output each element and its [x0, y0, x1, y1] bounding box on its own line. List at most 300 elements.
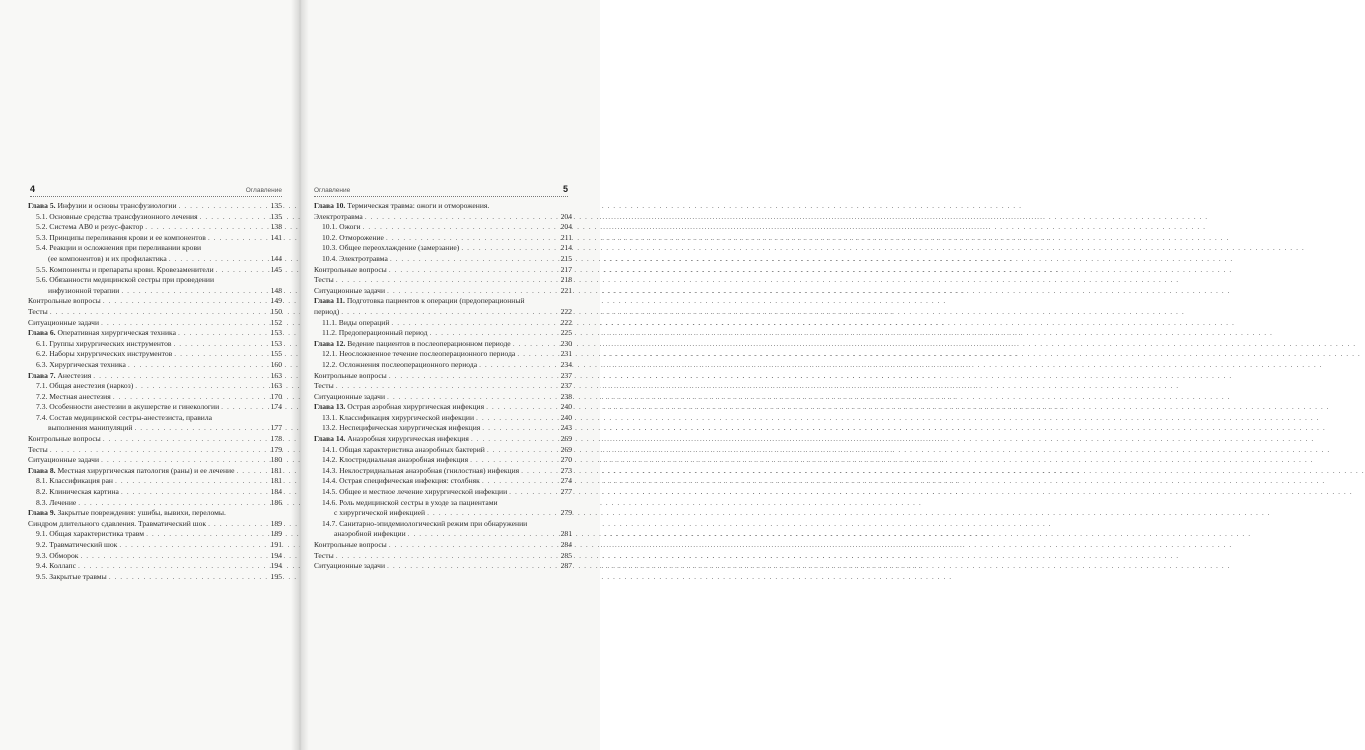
toc-entry — [314, 371, 572, 382]
toc-entry-title — [322, 222, 361, 233]
toc-entry-title — [36, 265, 214, 276]
toc-entry-title — [36, 233, 206, 244]
toc-entry — [28, 275, 282, 296]
dot-leader — [336, 275, 556, 286]
toc-entry-row — [36, 551, 282, 562]
toc-entry-text: 9.1. Общая характеристика травм — [36, 529, 145, 539]
chapter-label: Глава 8. — [28, 465, 56, 475]
toc-entry-title — [28, 466, 234, 477]
toc-entry-row — [322, 498, 572, 509]
toc-entry-title — [28, 371, 91, 382]
toc-entry-title — [36, 529, 144, 540]
toc-entry-row — [314, 212, 572, 223]
toc-entry-continuation: выполнения манипуляций — [48, 423, 133, 433]
dot-leader — [471, 434, 556, 445]
dot-leader — [178, 328, 266, 339]
toc-page-number: 155 — [270, 349, 282, 359]
toc-page-number: 135 — [270, 211, 282, 221]
toc-page-number: 163 — [270, 381, 282, 391]
toc-entry — [28, 434, 282, 445]
toc-entry-title — [322, 498, 498, 509]
dot-leader — [121, 487, 266, 498]
toc-entry-title — [322, 519, 527, 530]
toc-entry — [314, 392, 572, 403]
toc-entry — [314, 413, 572, 424]
toc-entry-row — [322, 222, 572, 233]
dot-leader — [389, 371, 556, 382]
toc-page-number: 138 — [270, 222, 282, 232]
toc-entry — [28, 349, 282, 360]
toc-entry-text: 8.1. Классификация ран — [36, 476, 113, 486]
toc-entry-row — [28, 466, 282, 477]
toc-entry-text: 14.5. Общее и местное лечение хирургической инфекции — [322, 487, 508, 497]
dot-leader — [482, 476, 556, 487]
toc-page-number: 211 — [560, 232, 572, 242]
toc-entry-text: 10.4. Электротравма — [322, 253, 388, 263]
toc-entry-text: Тесты — [314, 381, 334, 391]
toc-entry-row — [322, 445, 572, 456]
toc-entry-row — [314, 381, 572, 392]
toc-entry-text: 7.1. Общая анестезия (наркоз) — [36, 381, 134, 391]
toc-entry-row — [322, 254, 572, 265]
toc-entry — [314, 328, 572, 339]
toc-entry-text: 10.2. Отморожение — [322, 232, 384, 242]
toc-entry-title — [36, 212, 198, 223]
toc-entry-row — [28, 307, 282, 318]
toc-page-number: 214 — [560, 243, 572, 253]
toc-entry-title — [36, 243, 201, 254]
toc-entry — [314, 498, 572, 519]
toc-entry-row — [314, 275, 572, 286]
toc-entry-row — [36, 222, 282, 233]
toc-entry-continuation-row — [36, 423, 282, 434]
toc-entry-text: Ситуационные задачи — [314, 285, 386, 295]
dot-leader — [336, 381, 556, 392]
toc-entry-row — [314, 339, 572, 350]
toc-page-number: 174 — [270, 402, 282, 412]
toc-page-number: 215 — [560, 253, 572, 263]
toc-entry-continuation-row — [322, 508, 572, 519]
dot-leader — [517, 349, 556, 360]
toc-entry — [314, 466, 572, 477]
toc-page-number: 204 — [560, 222, 572, 232]
toc-entry — [28, 572, 282, 583]
toc-entry — [28, 476, 282, 487]
toc-entry-title — [28, 328, 176, 339]
toc-page-number: 273 — [560, 465, 572, 475]
toc-entry-continuation-row — [314, 307, 572, 318]
toc-entry-text: Тесты — [28, 306, 48, 316]
toc-entry-text: 6.1. Группы хирургических инструментов — [36, 338, 172, 348]
chapter-label: Глава 6. — [28, 328, 56, 338]
toc-entry-text: 12.2. Осложнения послеоперационного периода — [322, 359, 478, 369]
toc-entry-title — [322, 254, 388, 265]
toc-entry-row — [36, 402, 282, 413]
toc-entry-row — [314, 296, 572, 307]
toc-entry-text: 7.2. Местная анестезия — [36, 391, 111, 401]
dot-leader — [387, 561, 556, 572]
toc-entry-text: Оперативная хирургическая техника — [57, 328, 176, 338]
toc-page-number: 189 — [270, 518, 282, 528]
toc-page-number: 195 — [270, 571, 282, 581]
toc-entry — [28, 243, 282, 264]
dot-leader — [476, 413, 556, 424]
toc-page-number: 240 — [560, 412, 572, 422]
chapter-label: Глава 10. — [314, 201, 346, 210]
dot-leader — [521, 466, 556, 477]
toc-entry-title — [36, 561, 76, 572]
toc-page-number: 269 — [560, 444, 572, 454]
toc-entry-title — [314, 371, 387, 382]
dot-leader — [391, 318, 556, 329]
toc-entry — [314, 476, 572, 487]
toc-entry-title — [314, 551, 334, 562]
toc-page-number: 141 — [270, 232, 282, 242]
dot-leader — [128, 360, 266, 371]
toc-entry-text: 10.1. Ожоги — [322, 222, 361, 232]
toc-entry-row — [314, 551, 572, 562]
toc-page-number: 222 — [560, 317, 572, 327]
toc-entry-text: Инфузии и основы трансфузиологии — [57, 201, 177, 210]
dot-leader — [78, 498, 266, 509]
toc-page-number: 152 — [270, 317, 282, 327]
toc-entry — [314, 445, 572, 456]
toc-entry-text: Тесты — [314, 275, 334, 285]
toc-entry-row — [36, 498, 282, 509]
toc-entry-text: 9.3. Обморок — [36, 550, 79, 560]
toc-entry-text: 9.5. Закрытые травмы — [36, 571, 107, 581]
toc-entry-text: 5.2. Система АВ0 и резус-фактор — [36, 222, 144, 232]
dot-leader — [513, 339, 556, 350]
toc-entry-row — [28, 434, 282, 445]
left-toc — [28, 201, 282, 582]
toc-entry-text: 7.3. Особенности анестезии в акушерстве и гинекологии — [36, 402, 220, 412]
dot-leader — [115, 476, 266, 487]
toc-entry-row — [28, 201, 282, 212]
toc-entry-row — [36, 413, 282, 424]
toc-entry — [314, 201, 572, 212]
toc-entry-title — [28, 296, 101, 307]
toc-entry-text: Ведение пациентов в послеоперационном периоде — [347, 338, 511, 348]
toc-entry-title — [314, 392, 385, 403]
toc-entry — [314, 222, 572, 233]
toc-entry — [314, 487, 572, 498]
toc-page-number: 218 — [560, 275, 572, 285]
toc-entry-row — [322, 455, 572, 466]
dot-leader — [216, 265, 266, 276]
toc-entry — [28, 445, 282, 456]
toc-entry-text: 5.3. Принципы переливания крови и ее компонентов — [36, 232, 206, 242]
dot-leader — [146, 529, 266, 540]
toc-entry-title — [322, 349, 515, 360]
book-gutter — [291, 0, 309, 750]
toc-entry-row — [36, 392, 282, 403]
dot-leader — [80, 551, 266, 562]
toc-entry-text: Закрытые повреждения: ушибы, вывихи, переломы. — [57, 508, 226, 518]
toc-entry-text: 13.2. Неспецифическая хирургическая инфекция — [322, 423, 481, 433]
toc-entry-title — [314, 402, 484, 413]
toc-entry — [314, 455, 572, 466]
toc-entry-row — [28, 318, 282, 329]
toc-page-number: 285 — [560, 550, 572, 560]
toc-entry-title — [36, 392, 111, 403]
toc-entry-continuation-row — [36, 254, 282, 265]
toc-entry-text: Подготовка пациентов к операции (предоперационный — [346, 296, 525, 306]
toc-entry-row — [36, 243, 282, 254]
toc-page-number: 153 — [270, 328, 282, 338]
toc-entry-row — [314, 371, 572, 382]
toc-entry — [28, 222, 282, 233]
chapter-label: Глава 12. — [314, 338, 346, 348]
right-page-header — [314, 182, 568, 197]
chapter-label: Глава 11. — [314, 296, 345, 306]
toc-entry-row — [322, 423, 572, 434]
toc-entry-row — [314, 265, 572, 276]
toc-page-number: 194 — [270, 550, 282, 560]
toc-entry-text: Контрольные вопросы — [314, 370, 387, 380]
chapter-label: Глава 5. — [28, 201, 56, 210]
toc-page-number: 149 — [270, 296, 282, 306]
left-page-number: 4 — [30, 184, 36, 194]
dot-leader — [389, 265, 556, 276]
toc-entry-title — [322, 423, 480, 434]
toc-page-number: 186 — [270, 497, 282, 507]
toc-page-number: 234 — [560, 359, 572, 369]
toc-entry-row — [322, 476, 572, 487]
toc-entry-text: Тесты — [28, 444, 48, 454]
toc-entry — [314, 360, 572, 371]
toc-page-number: 225 — [560, 328, 572, 338]
toc-entry — [28, 455, 282, 466]
left-page-header — [30, 182, 282, 197]
toc-page-number: 281 — [560, 529, 572, 539]
toc-entry-title — [322, 243, 459, 254]
toc-entry-text: Контрольные вопросы — [314, 264, 387, 274]
toc-page-number: 231 — [560, 349, 572, 359]
toc-page-number: 153 — [270, 338, 282, 348]
toc-entry — [314, 275, 572, 286]
toc-entry — [28, 296, 282, 307]
toc-entry-title — [322, 233, 384, 244]
toc-entry-title — [314, 286, 385, 297]
toc-entry-title — [314, 265, 387, 276]
toc-entry — [28, 551, 282, 562]
toc-entry-row — [28, 328, 282, 339]
toc-entry — [28, 381, 282, 392]
dot-leader — [200, 212, 266, 223]
dot-leader — [134, 423, 266, 434]
toc-entry-text: 5.5. Компоненты и препараты крови. Кровезаменители — [36, 264, 214, 274]
toc-entry-row — [322, 328, 572, 339]
toc-entry-title — [36, 540, 117, 551]
toc-entry-text: 5.4. Реакции и осложнения при переливании крови — [36, 243, 202, 253]
toc-entry-row — [36, 540, 282, 551]
toc-entry-title — [36, 551, 78, 562]
toc-page-number: 287 — [560, 561, 572, 571]
dot-leader — [101, 318, 266, 329]
toc-entry — [28, 233, 282, 244]
toc-entry-title — [314, 296, 525, 307]
toc-entry — [28, 339, 282, 350]
toc-entry-title — [314, 212, 363, 223]
toc-entry-title — [36, 381, 133, 392]
toc-entry-continuation-row — [36, 286, 282, 297]
toc-entry-row — [314, 201, 572, 212]
dot-leader — [363, 222, 556, 233]
toc-entry-title — [36, 402, 219, 413]
toc-entry-text: Анаэробная хирургическая инфекция — [347, 434, 469, 444]
toc-entry-title — [36, 275, 214, 286]
toc-page-number: 238 — [560, 391, 572, 401]
dot-leader — [486, 402, 556, 413]
right-page — [300, 0, 600, 750]
toc-entry-row — [36, 275, 282, 286]
toc-page-number: 230 — [560, 338, 572, 348]
toc-entry-row — [322, 243, 572, 254]
chapter-label: Глава 13. — [314, 402, 346, 412]
dot-leader — [408, 529, 556, 540]
toc-entry-continuation: период) — [314, 306, 340, 316]
toc-page-number: 221 — [560, 285, 572, 295]
dot-leader — [50, 445, 266, 456]
toc-entry-row — [28, 296, 282, 307]
toc-entry-text: Контрольные вопросы — [28, 434, 101, 444]
toc-entry-title — [28, 318, 99, 329]
dot-leader — [509, 487, 556, 498]
toc-page-number: 270 — [560, 455, 572, 465]
toc-entry — [28, 402, 282, 413]
toc-entry-title — [36, 339, 172, 350]
chapter-label: Глава 9. — [28, 508, 56, 518]
book-spread — [0, 0, 600, 750]
toc-entry-text: Тесты — [314, 550, 334, 560]
toc-entry-title — [28, 201, 177, 212]
toc-entry-row — [314, 434, 572, 445]
toc-entry-row — [36, 265, 282, 276]
toc-page-number: 181 — [270, 476, 282, 486]
toc-entry-text: 9.2. Травматический шок — [36, 540, 118, 549]
toc-entry-text: Ситуационные задачи — [314, 391, 386, 401]
toc-entry-title — [36, 360, 126, 371]
toc-entry-continuation: с хирургической инфекцией — [334, 508, 426, 518]
toc-entry — [314, 286, 572, 297]
toc-page-number: 237 — [560, 370, 572, 380]
dot-leader — [174, 339, 267, 350]
toc-entry-text: Острая аэробная хирургическая инфекция — [347, 402, 485, 412]
toc-entry-text: Контрольные вопросы — [314, 540, 387, 549]
toc-entry-row — [28, 371, 282, 382]
toc-entry — [28, 540, 282, 551]
toc-entry — [28, 201, 282, 212]
toc-page-number: 269 — [560, 434, 572, 444]
dot-leader — [145, 222, 266, 233]
toc-entry-row — [322, 318, 572, 329]
toc-page-number: 279 — [560, 508, 572, 518]
toc-entry-text: 9.4. Коллапс — [36, 561, 76, 571]
dot-leader — [109, 572, 266, 583]
toc-entry-text: 14.4. Острая специфическая инфекция: столбняк — [322, 476, 480, 486]
toc-entry-row — [314, 286, 572, 297]
dot-leader — [103, 434, 266, 445]
dot-leader — [101, 455, 266, 466]
dot-leader — [179, 201, 266, 212]
toc-entry-row — [36, 233, 282, 244]
toc-entry-row — [28, 455, 282, 466]
dot-leader — [389, 540, 556, 551]
toc-entry-title — [322, 487, 507, 498]
toc-page-number: 189 — [270, 529, 282, 539]
toc-entry-text: Местная хирургическая патология (раны) и ее лечение — [57, 465, 235, 475]
toc-entry-title — [322, 328, 427, 339]
dot-leader — [113, 392, 266, 403]
toc-page-number: 160 — [270, 359, 282, 369]
toc-entry-title — [314, 540, 387, 551]
toc-page-number: 181 — [270, 465, 282, 475]
toc-entry-text: 12.1. Неосложненное течение послеоперационного периода — [322, 349, 516, 359]
toc-entry — [314, 339, 572, 350]
toc-entry-row — [314, 392, 572, 403]
toc-entry-continuation: инфузионной терапии — [48, 285, 120, 295]
toc-page-number: 144 — [270, 253, 282, 263]
toc-entry-row — [314, 402, 572, 413]
toc-entry-text: 6.3. Хирургическая техника — [36, 359, 126, 369]
toc-entry — [28, 466, 282, 477]
toc-entry-title — [322, 413, 474, 424]
chapter-label: Глава 14. — [314, 434, 346, 444]
dot-leader — [93, 371, 266, 382]
toc-entry-text: 7.4. Состав медицинской сестры-анестезиста, правила — [36, 412, 213, 422]
toc-page-number: 243 — [560, 423, 572, 433]
toc-entry — [28, 529, 282, 540]
toc-entry-row — [36, 381, 282, 392]
toc-page-number: 217 — [560, 264, 572, 274]
right-running-title: Оглавление — [314, 187, 351, 194]
toc-entry — [314, 561, 572, 572]
toc-entry-row — [36, 561, 282, 572]
toc-entry — [28, 561, 282, 572]
toc-entry — [28, 328, 282, 339]
toc-entry-title — [28, 307, 48, 318]
toc-entry-row — [322, 349, 572, 360]
toc-page-number: 148 — [270, 285, 282, 295]
toc-entry-row — [322, 466, 572, 477]
left-running-title: Оглавление — [245, 187, 282, 194]
toc-page-number: 237 — [560, 381, 572, 391]
dot-leader — [135, 381, 266, 392]
toc-entry — [28, 371, 282, 382]
toc-entry-title — [36, 498, 76, 509]
toc-entry — [314, 349, 572, 360]
toc-entry-text: 11.1. Виды операций — [322, 317, 390, 327]
toc-entry-title — [314, 201, 489, 212]
toc-entry-row — [322, 413, 572, 424]
toc-entry-row — [36, 487, 282, 498]
dot-leader — [365, 212, 556, 223]
toc-entry-title — [28, 434, 101, 445]
toc-entry-row — [36, 529, 282, 540]
toc-entry-title — [36, 222, 143, 233]
toc-entry-text: 10.3. Общее переохлаждение (замерзание) — [322, 243, 460, 253]
toc-page-number: 222 — [560, 306, 572, 316]
dot-leader — [103, 296, 266, 307]
dot-leader — [221, 402, 266, 413]
toc-entry-title — [322, 360, 477, 371]
toc-entry-row — [36, 212, 282, 223]
toc-entry — [314, 296, 572, 317]
toc-page-number: 184 — [270, 487, 282, 497]
toc-entry-row — [36, 572, 282, 583]
toc-entry-title — [28, 445, 48, 456]
